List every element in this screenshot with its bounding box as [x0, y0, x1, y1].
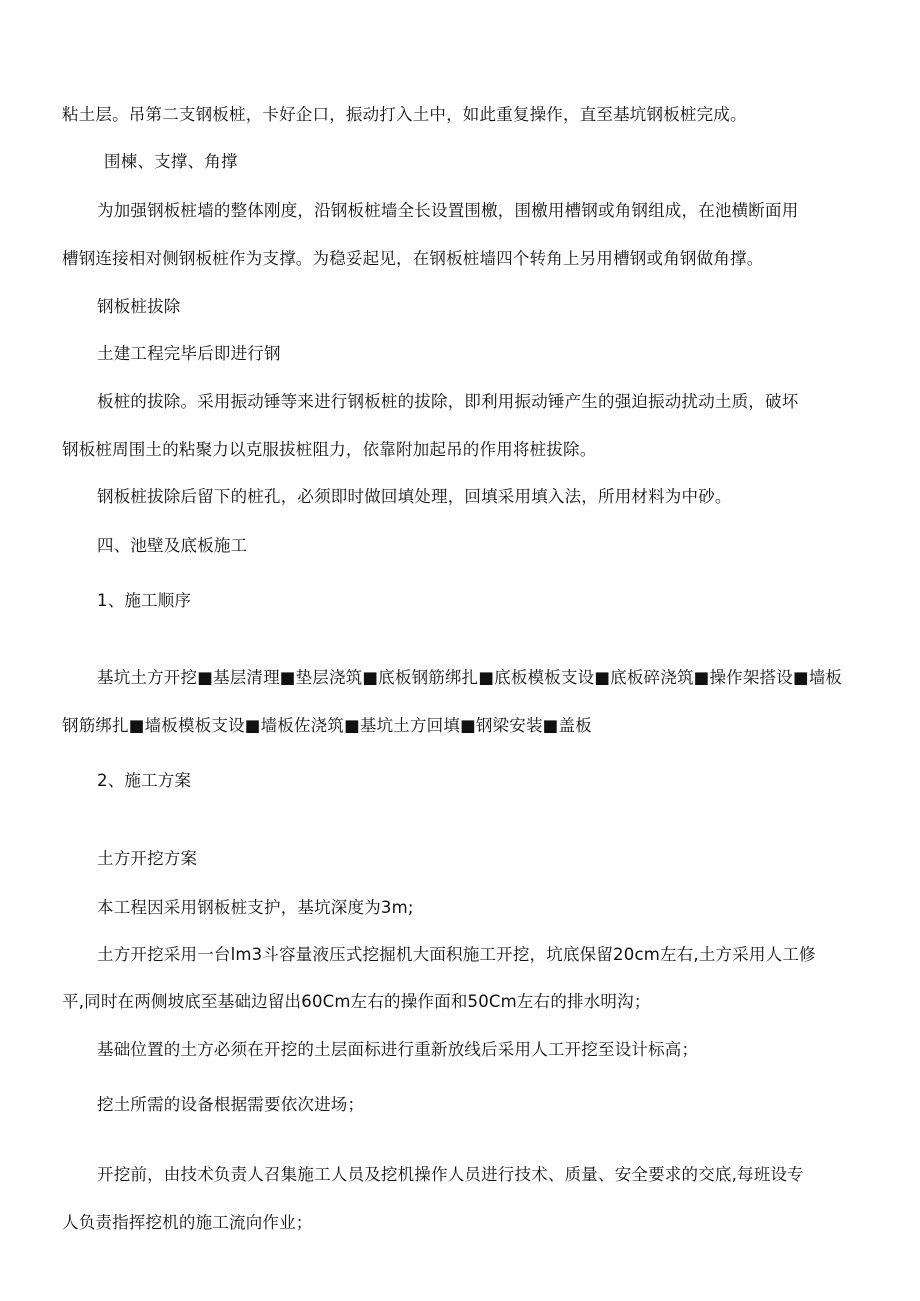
section-heading: 2、施工方案 — [97, 771, 192, 790]
paragraph-line: 土方开挖采用一台lm3斗容量液压式挖掘机大面积施工开挖，坑底保留20cm左右,土方采用人工修 — [97, 945, 816, 964]
section-heading: 土方开挖方案 — [97, 849, 198, 868]
paragraph-line: 粘土层。吊第二支钢板桩，卡好企口，振动打入土中，如此重复操作，直至基坑钢板桩完成。 — [62, 105, 747, 124]
paragraph-line: 平,同时在两侧坡底至基础边留出60Cm左右的操作面和50Cm左右的排水明沟； — [62, 992, 651, 1011]
paragraph-line: 钢板桩周围土的粘聚力以克服拔桩阻力，依靠附加起吊的作用将桩拔除。 — [62, 440, 597, 459]
paragraph-line: 钢筋绑扎■墙板模板支设■墙板佐浇筑■基坑土方回填■钢梁安装■盖板 — [62, 716, 592, 735]
section-heading: 四、池壁及底板施工 — [97, 536, 248, 555]
section-heading: 钢板桩拔除 — [97, 297, 181, 316]
paragraph-line: 本工程因采用钢板桩支护，基坑深度为3m; — [97, 898, 414, 917]
paragraph-line: 挖土所需的设备根据需要依次进场； — [97, 1095, 365, 1114]
paragraph-line: 开挖前，由技术负责人召集施工人员及挖机操作人员进行技术、质量、安全要求的交底,每班设专 — [97, 1165, 804, 1184]
section-heading: 1、施工顺序 — [97, 591, 192, 610]
section-heading: 围楝、支撑、角撑 — [104, 152, 238, 171]
paragraph-line: 土建工程完毕后即进行钢 — [97, 344, 281, 363]
paragraph-line: 槽钢连接相对侧钢板桩作为支撑。为稳妥起见，在钢板桩墙四个转角上另用槽钢或角钢做角撑。 — [62, 249, 764, 268]
paragraph-line: 为加强钢板桩墙的整体刚度，沿钢板桩墙全长设置围檄，围檄用槽钢或角钢组成，在池横断面用 — [97, 201, 799, 220]
paragraph-line: 人负责指挥挖机的施工流向作业； — [62, 1213, 313, 1232]
paragraph-line: 板桩的拔除。采用振动锤等来进行钢板桩的拔除，即利用振动锤产生的强迫振动扰动土质，破坏 — [97, 392, 799, 411]
paragraph-line: 基坑土方开挖■基层清理■垫层浇筑■底板钢筋绑扎■底板模板支设■底板碎浇筑■操作架搭设■墙板 — [97, 668, 843, 687]
paragraph-line: 钢板桩拔除后留下的桩孔，必须即时做回填处理，回填采用填入法，所用材料为中砂。 — [97, 487, 732, 506]
paragraph-line: 基础位置的土方必须在开挖的土层面标进行重新放线后采用人工开挖至设计标高； — [97, 1040, 699, 1059]
